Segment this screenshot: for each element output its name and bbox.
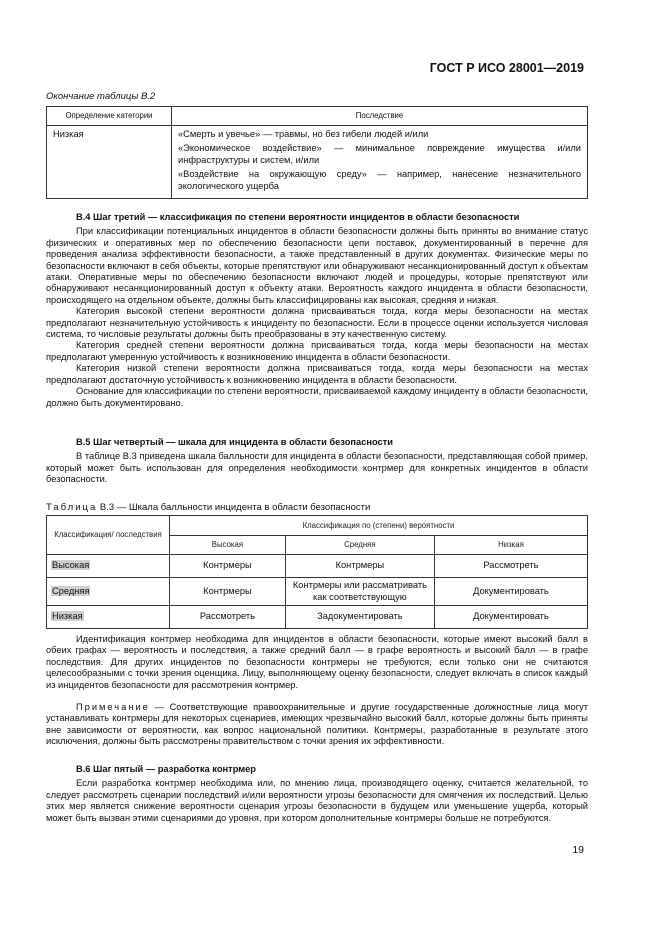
after-table-text: [46, 634, 588, 691]
row-header: Высокая: [47, 555, 170, 578]
column-header-category: Определение категории: [47, 107, 172, 126]
note: [46, 702, 588, 748]
section-b5: [46, 437, 588, 486]
table-cell: Задокументировать: [285, 606, 434, 629]
standard-header: ГОСТ Р ИСО 28001—2019: [429, 61, 584, 75]
consequence-cell: [172, 125, 588, 199]
table-row: [47, 125, 588, 199]
paragraph: Идентификация контрмер необходима для инцидентов в области безопасности, которые имеют высокий балл в обеих графах — вероятность и последствия, а также средний балл — в графе вероятность и высокий балл — в графе последствия. Для других инцидентов по безопасности контрмеры не требуются, если только они не считаются целесообразными с точки зрения оценщика. Лицу, выполняющему оценку безопасности, следует включать в список каждый из инцидентов безопасности для рассмотрения контрмер.: [46, 634, 588, 690]
paragraph: В таблице В.3 приведена шкала балльности для инцидента в области безопасности, представляющая собой пример, который может быть использован для определения необходимости контрмер для конкретных инцидентов в области безопасности.: [46, 451, 588, 485]
paragraph: Категория средней степени вероятности должна присваиваться тогда, когда меры безопасности на местах предполагают умеренную устойчивость к возникновению инцидента в области безопасности.: [46, 340, 588, 362]
note-text: — Соответствующие правоохранительные и другие государственные должностные лица могут устанавливать контрмеры для некоторых сценариев, имеющих чрезвычайно высокий балл, которые должны быть приняты вне зависимости от вероятности, как вопрос национальной политики. Контрмеры, разработанные в результате этого исключения, должны быть рассмотрены правительством с точки зрения их эффективности.: [46, 702, 588, 747]
table-b2-caption: Окончание таблицы В.2: [46, 91, 156, 102]
table-header-row: [47, 516, 588, 536]
table-row: [47, 555, 588, 578]
category-cell: Низкая: [47, 125, 172, 199]
consequence-line: «Экономическое воздействие» — минимальное повреждение имущества и/или инфраструктуры и систем, и/или: [178, 143, 581, 165]
column-header-low: Низкая: [434, 536, 587, 555]
paragraph: Основание для классификации по степени вероятности, присваиваемой каждому инциденту в области безопасности, должно быть документировано.: [46, 386, 588, 408]
caption-prefix: Таблица: [46, 502, 98, 513]
table-cell: Контрмеры: [170, 555, 286, 578]
consequence-line: «Воздействие на окружающую среду» — например, нанесение незначительного экологического ущерба: [178, 169, 581, 191]
caption-text: В.3 — Шкала балльности инцидента в области безопасности: [97, 502, 371, 513]
table-cell: Рассмотреть: [434, 555, 587, 578]
paragraph: Если разработка контрмер необходима или, по мнению лица, производящего оценку, считается желательной, то следует рассмотреть сценарии последствий и/или вероятности угрозы безопасности для смягчения их последствий. Целью этих мер является снижение вероятности сценария угрозы безопасности в будущем или уменьшение ущерба, который может быть вызван этими сценариями до уровня, при котором дополнительные контрмеры больше не потребуются.: [46, 778, 588, 823]
table-cell: Контрмеры: [285, 555, 434, 578]
table-header-row: [47, 107, 588, 126]
paragraph: Категория высокой степени вероятности должна присваиваться тогда, когда меры безопасности на местах предполагают незначительную устойчивость к инциденту по безопасности. Если в процессе оценки используется числовая система, то числовые результаты должны быть преобразованы в эту качественную систему.: [46, 306, 588, 340]
table-row: [47, 578, 588, 606]
section-b4: [46, 212, 588, 409]
column-header-medium: Средняя: [285, 536, 434, 555]
column-header-consequence: Последствие: [172, 107, 588, 126]
table-cell: Документировать: [434, 578, 587, 606]
section-b6: [46, 764, 588, 824]
column-header-high: Высокая: [170, 536, 286, 555]
paragraph: При классификации потенциальных инцидентов в области безопасности должны быть приняты во внимание статус физических и оперативных мер по обеспечению безопасности цепи поставок, документированный в перечне для проведения анализа эффективности безопасности, а также представленный в других документах. Физические меры по безопасности включают в себя объекты, которые препятствуют или обнаруживают несанкционированный доступ к объектам атаки. Оперативные меры по обеспечению безопасности включают людей и процедуры, которые препятствуют или обнаруживают несанкционированный доступ к объекту атаки. Вероятность каждого инцидента в области безопасности, происходящего на отдельном объекте, должны быть классифицированы как высокая, средняя и низкая.: [46, 226, 588, 305]
section-heading: В.5 Шаг четвертый — шкала для инцидента в области безопасности: [76, 437, 393, 447]
row-header: Низкая: [47, 606, 170, 629]
row-header: Средняя: [47, 578, 170, 606]
group-header: Классификация по (степени) вероятности: [170, 516, 588, 536]
section-heading: В.6 Шаг пятый — разработка контрмер: [76, 764, 256, 774]
table-cell: Контрмеры: [170, 578, 286, 606]
paragraph: Категория низкой степени вероятности должна присваиваться тогда, когда меры безопасности на местах предполагают достаточную устойчивость к возникновению инцидента в области безопасности.: [46, 363, 588, 385]
table-b2: [46, 106, 588, 199]
note-paragraph: [46, 702, 588, 748]
note-label: Примечание: [76, 702, 150, 712]
table-cell: Контрмеры или рассматривать как соответствующую: [285, 578, 434, 606]
consequence-line: «Смерть и увечье» — травмы, но без гибели людей и/или: [178, 128, 429, 139]
table-cell: Рассмотреть: [170, 606, 286, 629]
page-number: 19: [572, 844, 584, 856]
table-cell: Документировать: [434, 606, 587, 629]
table-b3: [46, 515, 588, 629]
corner-header: Классификация/ последствия: [47, 516, 170, 555]
section-heading: В.4 Шаг третий — классификация по степени вероятности инцидентов в области безопасности: [76, 212, 520, 222]
table-b3-caption: [46, 502, 370, 513]
table-row: [47, 606, 588, 629]
